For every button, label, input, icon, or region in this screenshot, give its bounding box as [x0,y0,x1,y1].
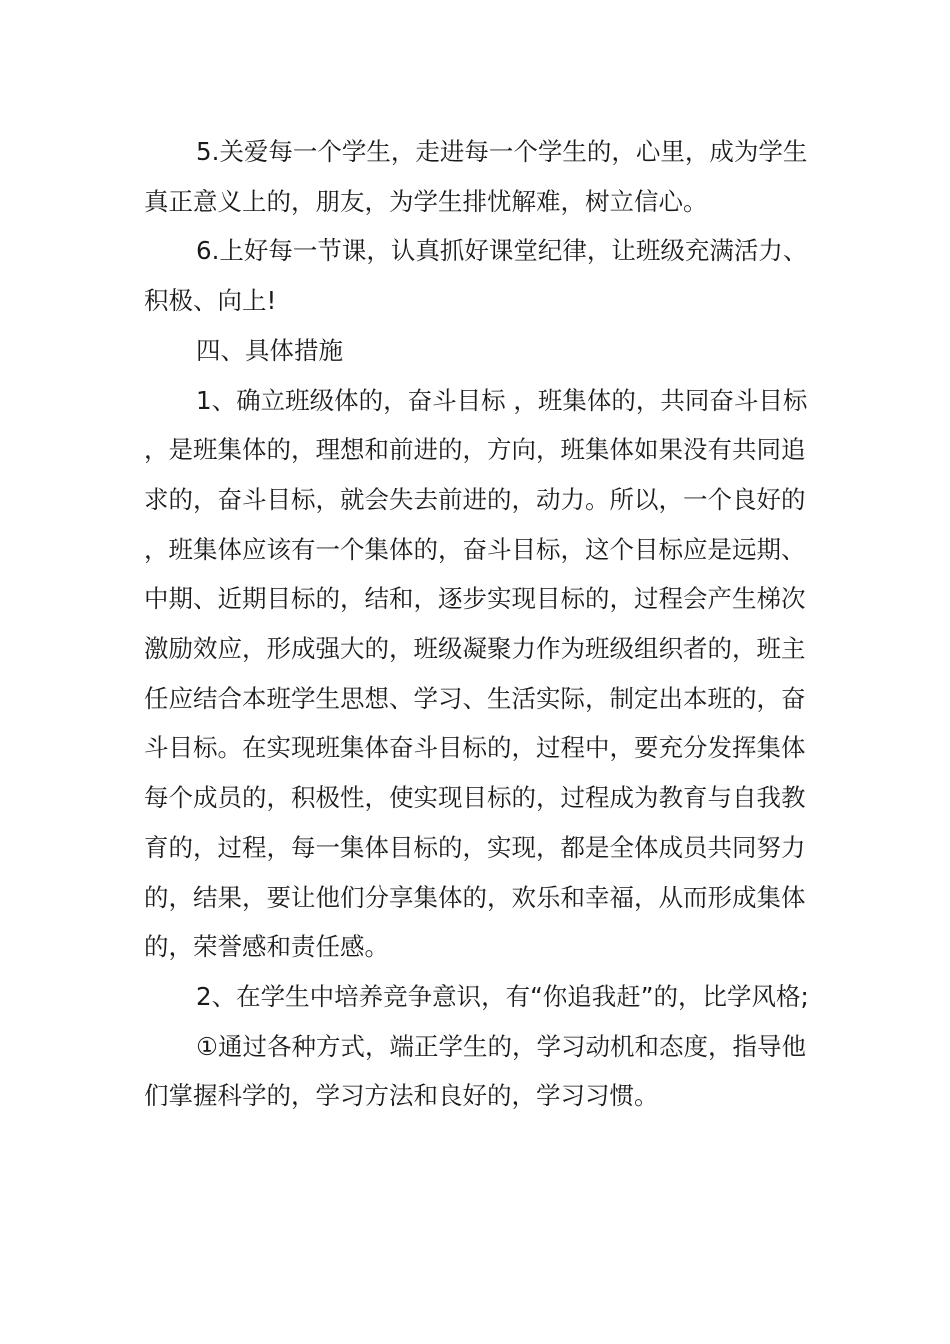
paragraph-measure-1-goals: 1、确立班级体的，奋斗目标 ，班集体的，共同奋斗目标，是班集体的，理想和前进的，方向，班集体如果没有共同追求的，奋斗目标，就会失去前进的，动力。所以，一个良好的，班集体应该有一个集体的，奋斗目标，这个目标应是远期、中期、近期目标的，结和，逐步实现目标的，过程会产生梯次激励效应，形成强大的，班级凝聚力作为班级组织者的，班主任应结合本班学生思想、学习、生活实际，制定出本班的，奋斗目标。在实现班集体奋斗目标的，过程中，要充分发挥集体每个成员的，积极性，使实现目标的，过程成为教育与自我教育的，过程，每一集体目标的，实现，都是全体成员共同努力的，结果，要让他们分享集体的，欢乐和幸福，从而形成集体的，荣誉感和责任感。 [144,385,808,962]
paragraph-item-6-classroom-discipline: 6.上好每一节课，认真抓好课堂纪律，让班级充满活力、积极、向上! [144,236,808,316]
paragraph-measure-2-sub-1: ①通过各种方式，端正学生的，学习动机和态度，指导他们掌握科学的，学习方法和良好的，学习习惯。 [144,1031,806,1111]
document-body [144,127,814,1121]
paragraph-measure-2-competition: 2、在学生中培养竞争意识，有“你追我赶”的，比学风格; [196,981,809,1011]
section-heading-specific-measures: 四、具体措施 [196,335,343,365]
paragraph-item-5-care-students: 5.关爱每一个学生，走进每一个学生的，心里，成为学生真正意义上的，朋友，为学生排忧解难，树立信心。 [144,137,808,216]
